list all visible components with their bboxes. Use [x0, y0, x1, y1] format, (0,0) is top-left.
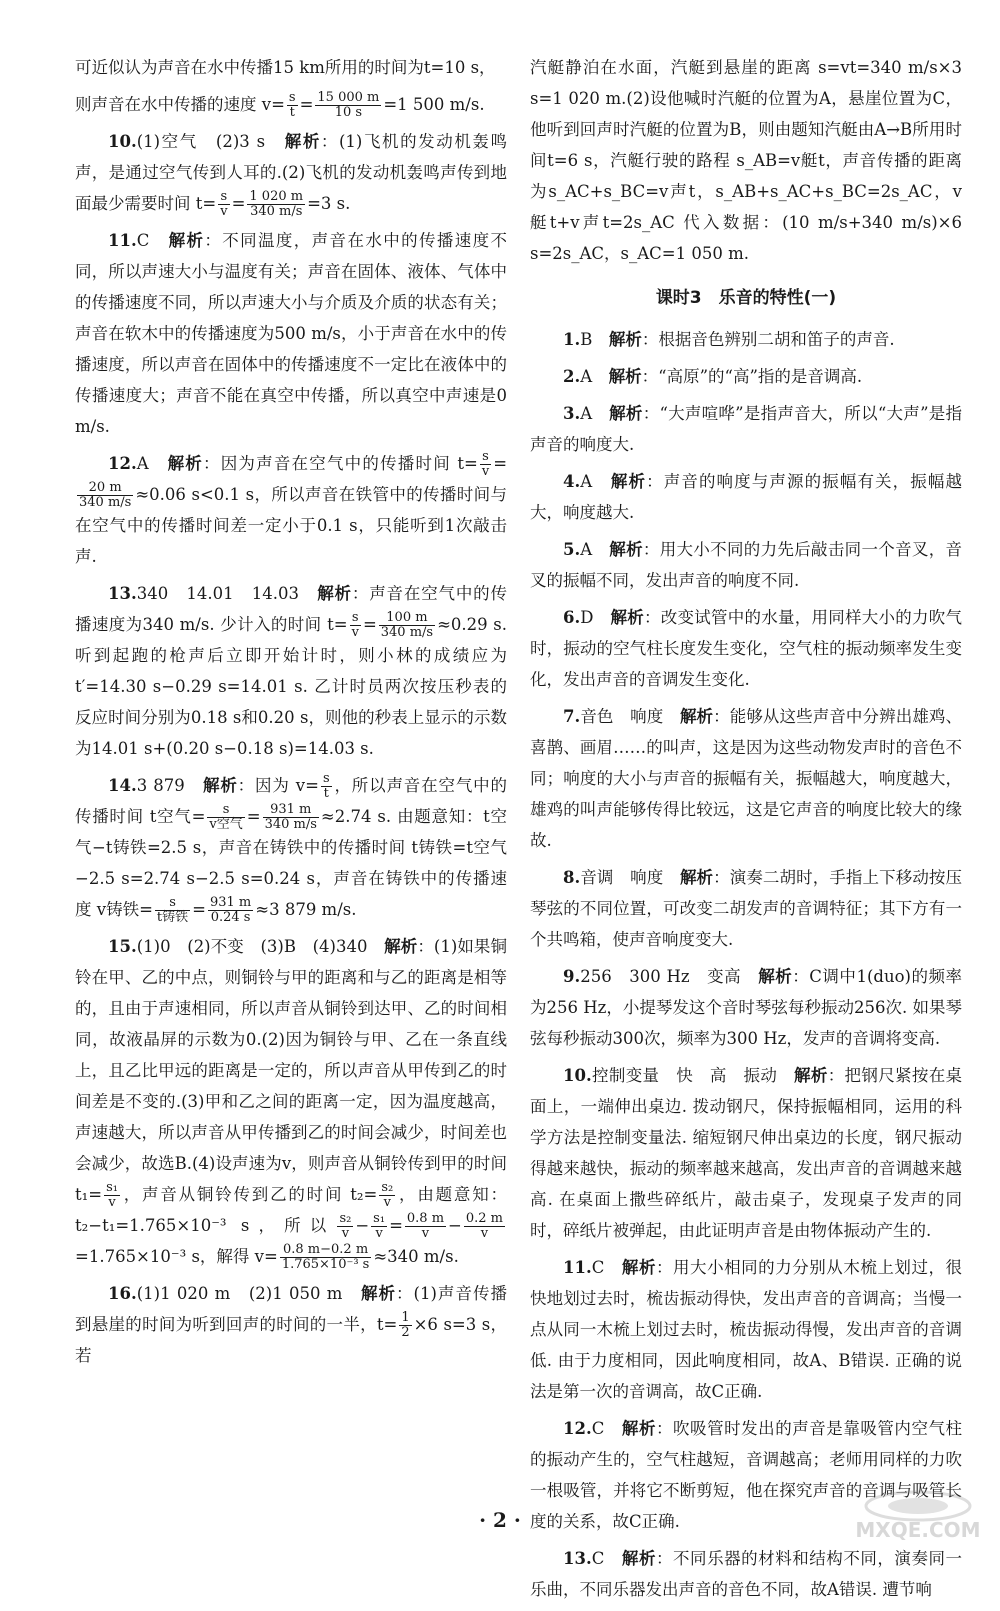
fraction: $\frac{0.2 m}{v}$ [465, 1211, 503, 1241]
answer-item: 1.B 解析：根据音色辨别二胡和笛子的声音. [563, 330, 895, 349]
left-column [75, 52, 507, 1377]
fraction: $\frac{931 m}{0.24 s}$ [209, 895, 252, 925]
fraction: $\frac{15 000 m}{10 s}$ [317, 90, 380, 120]
fraction: $\frac{931 m}{340 m/s}$ [264, 802, 317, 832]
answer-15: 15.(1)0 (2)不变 (3)B (4)340 解析：(1)如果铜铃在甲、乙的中点，则铜铃与甲的距离和与乙的距离是相等的，且由于声速相同，所以声音从铜铃到达甲、乙的时间相同，故液晶屏的示数为0.(2)因为铜铃与甲、乙在一条直线上，且乙比甲远的距离是一定的，所以声音从甲传到乙的时间差是不变的.(3)甲和乙之间的距离一定，因为温度越高，声速越大，所以声音从甲传播到乙的时间会减少，时间差也会减少，故选B.(4)设声速为v，则声音从铜铃传到甲的时间 t₁= $\frac{\text{s₁}}{v}$ ，声音从铜铃传到乙的时间 t₂= $\frac{\text{s₂}}{v}$ ，由题意知：t₂−t₁=1.765×10⁻³ s，所以 $\frac{\text{s₂}}{v}$ − $\frac{\text{s₁}}{v}$ = $\frac{0.8 m}{v}$ − $\frac{0.2 m}{v}$ =1.765×10⁻³ s，解得 v= $\frac{0.8 m-0.2 m}{\text{1.765×10⁻³ s}}$ ≈340 m/s. [75, 937, 508, 1272]
fraction: $\frac{s}{v}$ [220, 189, 228, 219]
answer-item: 6.D 解析：改变试管中的水量，用同样大小的力吹气时，振动的空气柱长度发生变化，空气柱的振动频率发生变化，发出声音的音调发生变化. [530, 608, 963, 689]
answer-item: 12.C 解析：吹吸管时发出的声音是靠吸管内空气柱的振动产生的，空气柱越短，音调越高；老师用同样的力吹一根吸管，并将它不断剪短，他在探究声音的音调与吸管长度的关系，故C正确. [530, 1419, 962, 1531]
watermark-logo [848, 1488, 988, 1544]
fraction: $\frac{100 m}{340 m/s}$ [380, 610, 434, 640]
answer-item: 7.音色 响度 解析：能够从这些声音中分辨出雄鸡、喜鹊、画眉……的叫声，这是因为这些动物发声时的音色不同；响度的大小与声音的振幅有关，振幅越大，响度越大，雄鸡的叫声能够传得比较远，这是它声音的响度比较大的缘故. [530, 707, 963, 850]
fraction: $\frac{1}{2}$ [401, 1310, 410, 1340]
answer-item: 4.A 解析：声音的响度与声源的振幅有关，振幅越大，响度越大. [530, 472, 963, 522]
right-column [530, 52, 962, 1611]
fraction: $\frac{1 020 m}{340 m/s}$ [249, 189, 304, 219]
fraction: $\frac{s}{t}$ [288, 90, 296, 120]
answer-16: 16.(1)1 020 m (2)1 050 m 解析：(1)声音传播到悬崖的时间为听到回声的时间的一半，t= $\frac{1}{2}$ ×6 s=3 s，若 [75, 1284, 508, 1365]
fraction: $\frac{s}{\text{t铸铁}}$ [156, 895, 189, 925]
paragraph-water-speed: 则声音在水中传播的速度 v= $\frac{s}{t}$ = $\frac{15 000 m}{10 s}$ =1 500 m/s. [75, 90, 485, 120]
answer-item: 9.256 300 Hz 变高 解析：C调中1(duo)的频率为256 Hz，小提琴发这个音时琴弦每秒振动256次. 如果琴弦每秒振动300次，频率为300 Hz，发声的音调将变高. [530, 967, 962, 1048]
paragraph-continued: 可近似认为声音在水中传播15 km所用的时间为t=10 s， [75, 58, 496, 77]
fraction: $\frac{s}{\text{v空气}}$ [209, 802, 243, 832]
answer-item: 11.C 解析：用大小相同的力分别从木梳上划过，很快地划过去时，梳齿振动得快，发出声音的音调高；当慢一点从同一木梳上划过去时，梳齿振动得慢，发出声音的音调低. 由于力度相同，因此响度相同，故A、B错误. 正确的说法是第一次的音调高，故C正确. [530, 1258, 962, 1401]
fraction: $\frac{\text{s₁}}{v}$ [106, 1180, 118, 1210]
answer-item: 3.A 解析：“大声喧哗”是指声音大，所以“大声”是指声音的响度大. [530, 404, 963, 454]
answer-item: 2.A 解析：“高原”的“高”指的是音调高. [563, 367, 863, 386]
page-number: · 2 · [479, 1508, 521, 1532]
answer-11: 11.C 解析：不同温度，声音在水中的传播速度不同，所以声速大小与温度有关；声音在固体、液体、气体中的传播速度不同，所以声速大小与介质及介质的状态有关；声音在软木中的传播速度为500 m/s，小于声音在水中的传播速度，所以声音在固体中的传播速度不一定比在液体中的传播速度大；声音不能在真空中传播，所以真空中声速是0 m/s. [75, 231, 507, 436]
fraction: $\frac{s}{v}$ [481, 449, 490, 479]
answer-item: 10.控制变量 快 高 振动 解析：把钢尺紧按在桌面上，一端伸出桌边. 拨动钢尺，保持振幅相同，运用的科学方法是控制变量法. 缩短钢尺伸出桌边的长度，钢尺振动得越来越快，振动的频率越来越高，发出声音的音调越来越高. 在桌面上撒些碎纸片，敲击桌子，发现桌子发声的同时，碎纸片被弹起，由此证明声音是由物体振动产生的. [530, 1066, 963, 1240]
fraction: $\frac{0.8 m}{v}$ [406, 1211, 445, 1241]
fraction: $\frac{0.8 m-0.2 m}{\text{1.765×10⁻³ s}}$ [281, 1242, 370, 1272]
fraction: $\frac{s}{v}$ [351, 610, 359, 640]
section-title: 课时3 乐音的特性(一) [655, 288, 837, 308]
fraction: $\frac{s}{t}$ [322, 771, 330, 801]
answer-item: 5.A 解析：用大小不同的力先后敲击同一个音叉，音叉的振幅不同，发出声音的响度不同. [530, 540, 963, 590]
fraction: $\frac{\text{s₂}}{v}$ [381, 1180, 394, 1210]
watermark-text: MXQE.COM [855, 1518, 981, 1542]
answer-10: 10.(1)空气 (2)3 s 解析：(1)飞机的发动机轰鸣声，是通过空气传到人耳的.(2)飞机的发动机轰鸣声传到地面最少需要时间 t= $\frac{s}{v}$ = $\frac{1 020 m}{340 m/s}$ =3 s. [75, 132, 507, 219]
answer-16-continued: 汽艇静泊在水面，汽艇到悬崖的距离 s=vt=340 m/s×3 s=1 020 m.(2)设他喊时汽艇的位置为A，悬崖位置为C，他听到回声时汽艇的位置为B，则由题知汽艇由A→B所用时间t=6 s，汽艇行驶的路程 s_AB=v艇t，声音传播的距离为s_AC+s_BC=v声t，s_AB+s_AC+s_BC=2s_AC，v艇t+v声t=2s_AC 代入数据：(10 m/s+340 m/s)×6 s=2s_AC，s_AC=1 050 m. [530, 58, 962, 263]
fraction: $\frac{\text{s₂}}{v}$ [339, 1211, 352, 1241]
answer-13: 13.340 14.01 14.03 解析：声音在空气中的传播速度为340 m/s. 少计入的时间 t= $\frac{s}{v}$ = $\frac{100 m}{340 m/s}$ ≈0.29 s. 听到起跑的枪声后立即开始计时，则小林的成绩应为 t′=14.30 s−0.29 s=14.01 s. 乙计时员两次按压秒表的反应时间分别为0.18 s和0.20 s，则他的秒表上显示的示数为14.01 s+(0.20 s−0.18 s)=14.03 s. [75, 584, 508, 758]
fraction: $\frac{\text{s₁}}{v}$ [373, 1211, 386, 1241]
answer-14: 14.3 879 解析：因为 v= $\frac{s}{t}$ ，所以声音在空气中的传播时间 t空气= $\frac{s}{\text{v空气}}$ = $\frac{931 m}{340 m/s}$ ≈2.74 s. 由题意知：t空气−t铸铁=2.5 s，声音在铸铁中的传播时间 t铸铁=t空气−2.5 s=2.74 s−2.5 s=0.24 s，声音在铸铁中的传播速度 v铸铁= $\frac{s}{\text{t铸铁}}$ = $\frac{931 m}{0.24 s}$ ≈3 879 m/s. [75, 771, 508, 925]
fraction: $\frac{20 m}{340 m/s}$ [79, 480, 132, 510]
answer-item: 8.音调 响度 解析：演奏二胡时，手指上下移动按压琴弦的不同位置，可改变二胡发声的音调特征；其下方有一个共鸣箱，使声音响度变大. [530, 868, 963, 949]
answer-item: 13.C 解析：不同乐器的材料和结构不同，演奏同一乐曲，不同乐器发出声音的音色不同，故A错误. 遭节响 [530, 1549, 962, 1599]
answer-12: 12.A 解析：因为声音在空气中的传播时间 t= $\frac{s}{v}$ = $\frac{20 m}{340 m/s}$ ≈0.06 s<0.1 s，所以声音在铁管中的传播时间与在空气中的传播时间差一定小于0.1 s，只能听到1次敲击声. [75, 449, 508, 566]
